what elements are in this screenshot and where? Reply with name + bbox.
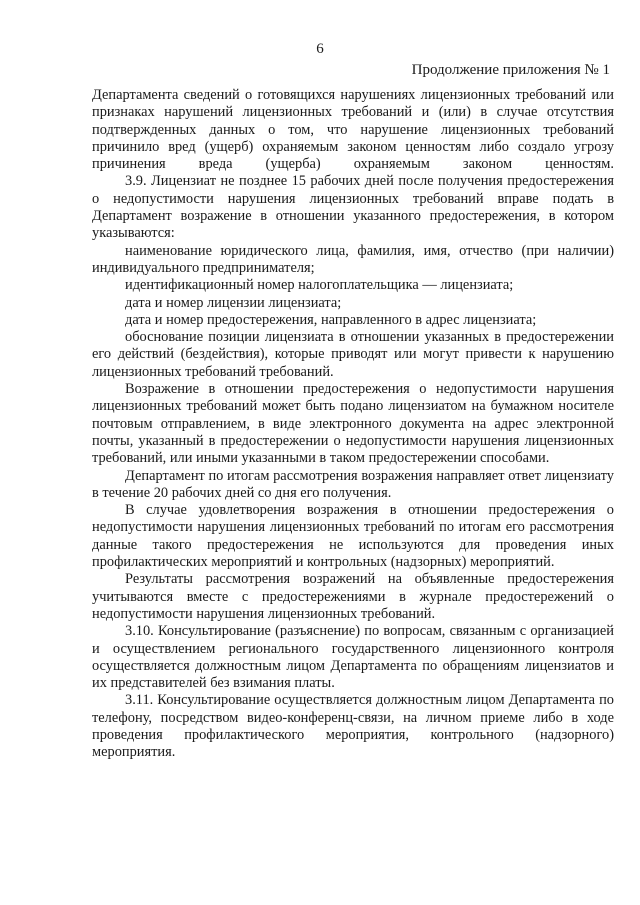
continuation-label: Продолжение приложения № 1 — [411, 62, 610, 78]
list-item: обоснование позиции лицензиата в отношении указанных в предостережении его действий (бездействия), которые приводят или могут привести к нарушению лицензионных требований требований. — [92, 329, 615, 380]
paragraph-3-11: 3.11. Консультирование осуществляется должностным лицом Департамента по телефону, посредством видео-конференц-связи, на личном приеме либо в ходе проведения профилактического мероприятия, контрольного (надзорного) мероприятия. — [92, 692, 615, 761]
list-item: дата и номер предостережения, направленного в адрес лицензиата; — [125, 311, 537, 328]
paragraph-3-9: 3.9. Лицензиат не позднее 15 рабочих дней после получения предостережения о недопустимости нарушения лицензионных требований вправе подать в Департамент возражение в отношении указанного предостережения, в котором указываются: — [92, 173, 614, 242]
paragraph: Департамента сведений о готовящихся нарушениях лицензионных требований или признаках нарушений лицензионных требований и (или) в случае отсутствия подтвержденных данных о том, что нарушение лицензионных требований причинило вред (ущерб) охраняемым законом ценностям либо создало угрозу причинения вреда (ущерба) охраняемым законом ценностям. — [92, 87, 614, 173]
paragraph-3-10: 3.10. Консультирование (разъяснение) по вопросам, связанным с организацией и осуществлением регионального государственного лицензионного контроля осуществляется должностным лицом Департамента по обращениям лицензиатов и их представителей без взимания платы. — [92, 623, 615, 692]
list-item: дата и номер лицензии лицензиата; — [125, 294, 342, 311]
document-body — [92, 87, 614, 762]
list-item: наименование юридического лица, фамилия, имя, отчество (при наличии) индивидуального предпринимателя; — [92, 242, 614, 276]
paragraph: Департамент по итогам рассмотрения возражения направляет ответ лицензиату в течение 20 рабочих дней со дня его получения. — [92, 467, 614, 501]
paragraph: В случае удовлетворения возражения в отношении предостережения о недопустимости нарушения лицензионных требований по итогам его рассмотрения данные такого предостережения не используются для проведения иных профилактических мероприятий и контрольных (надзорных) мероприятий. — [92, 502, 614, 571]
paragraph: Возражение в отношении предостережения о недопустимости нарушения лицензионных требований может быть подано лицензиатом на бумажном носителе почтовым отправлением, в виде электронного документа на адрес электронной почты, указанный в предостережении о недопустимости нарушения лицензионных требований, или иными указанными в таком предостережении способами. — [92, 381, 614, 467]
list-item: идентификационный номер налогоплательщика — лицензиата; — [125, 277, 514, 294]
page-number: 6 — [316, 41, 324, 57]
paragraph: Результаты рассмотрения возражений на объявленные предостережения учитываются вместе с предостережениями в журнале предостережений о недопустимости нарушения лицензионных требований. — [92, 571, 614, 622]
